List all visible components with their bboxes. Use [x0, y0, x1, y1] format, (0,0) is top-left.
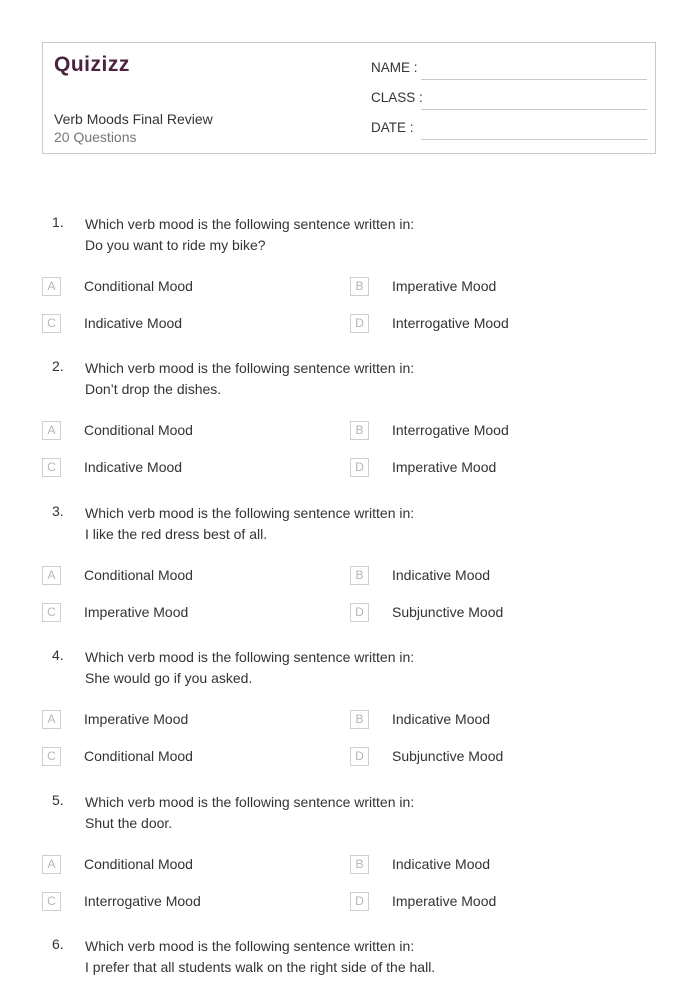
question-prompt: Which verb mood is the following sentence written in: [85, 505, 415, 521]
option-text: Imperative Mood [392, 459, 497, 475]
question-sentence: She would go if you asked. [85, 670, 253, 686]
name-field[interactable] [371, 58, 647, 80]
date-label: DATE : [371, 120, 414, 135]
question-sentence: Do you want to ride my bike? [85, 237, 266, 253]
option-text: Conditional Mood [84, 748, 193, 764]
question-number: 2. [52, 358, 64, 374]
date-line[interactable] [421, 139, 647, 140]
question-sentence: Don’t drop the dishes. [85, 381, 222, 397]
option-text: Interrogative Mood [392, 422, 509, 438]
option-letter-box: A [42, 855, 61, 874]
option-text: Indicative Mood [392, 567, 491, 583]
option-text: Imperative Mood [84, 711, 189, 727]
question-number: 5. [52, 792, 64, 808]
option-letter-box: A [42, 277, 61, 296]
option-text: Conditional Mood [84, 422, 193, 438]
option-text: Subjunctive Mood [392, 604, 504, 620]
option-text: Conditional Mood [84, 856, 193, 872]
question-number: 3. [52, 503, 64, 519]
worksheet-title: Verb Moods Final Review [54, 111, 213, 127]
question-prompt: Which verb mood is the following sentence written in: [85, 216, 415, 232]
class-line[interactable] [421, 109, 647, 110]
question-prompt: Which verb mood is the following sentence written in: [85, 938, 415, 954]
question-number: 4. [52, 647, 64, 663]
option-text: Interrogative Mood [392, 315, 509, 331]
option-letter-box: B [350, 566, 369, 585]
option-letter-box: C [42, 458, 61, 477]
option-text: Conditional Mood [84, 278, 193, 294]
quizizz-logo: Quizizz [54, 53, 130, 76]
question-sentence: I like the red dress best of all. [85, 526, 268, 542]
option-text: Indicative Mood [392, 856, 491, 872]
option-text: Conditional Mood [84, 567, 193, 583]
question-number: 1. [52, 214, 64, 230]
question-count: 20 Questions [54, 129, 137, 145]
option-letter-box: D [350, 892, 369, 911]
option-letter-box: D [350, 458, 369, 477]
option-letter-box: C [42, 314, 61, 333]
option-letter-box: B [350, 710, 369, 729]
option-letter-box: A [42, 566, 61, 585]
option-letter-box: B [350, 277, 369, 296]
option-letter-box: C [42, 603, 61, 622]
date-field[interactable] [371, 118, 647, 140]
question-prompt: Which verb mood is the following sentence written in: [85, 649, 415, 665]
option-text: Imperative Mood [392, 893, 497, 909]
option-text: Interrogative Mood [84, 893, 201, 909]
option-text: Indicative Mood [84, 315, 183, 331]
option-letter-box: B [350, 855, 369, 874]
option-text: Imperative Mood [392, 278, 497, 294]
question-prompt: Which verb mood is the following sentence written in: [85, 794, 415, 810]
option-text: Indicative Mood [84, 459, 183, 475]
option-text: Imperative Mood [84, 604, 189, 620]
option-letter-box: A [42, 421, 61, 440]
class-label: CLASS : [371, 90, 423, 105]
name-label: NAME : [371, 60, 418, 75]
question-sentence: Shut the door. [85, 815, 173, 831]
option-letter-box: D [350, 603, 369, 622]
option-letter-box: D [350, 747, 369, 766]
option-letter-box: C [42, 747, 61, 766]
option-letter-box: A [42, 710, 61, 729]
option-letter-box: B [350, 421, 369, 440]
option-letter-box: D [350, 314, 369, 333]
name-line[interactable] [421, 79, 647, 80]
class-field[interactable] [371, 88, 647, 110]
question-prompt: Which verb mood is the following sentence written in: [85, 360, 415, 376]
option-text: Indicative Mood [392, 711, 491, 727]
question-number: 6. [52, 936, 64, 952]
worksheet-header [42, 42, 656, 154]
question-sentence: I prefer that all students walk on the right side of the hall. [85, 959, 436, 975]
option-letter-box: C [42, 892, 61, 911]
option-text: Subjunctive Mood [392, 748, 504, 764]
